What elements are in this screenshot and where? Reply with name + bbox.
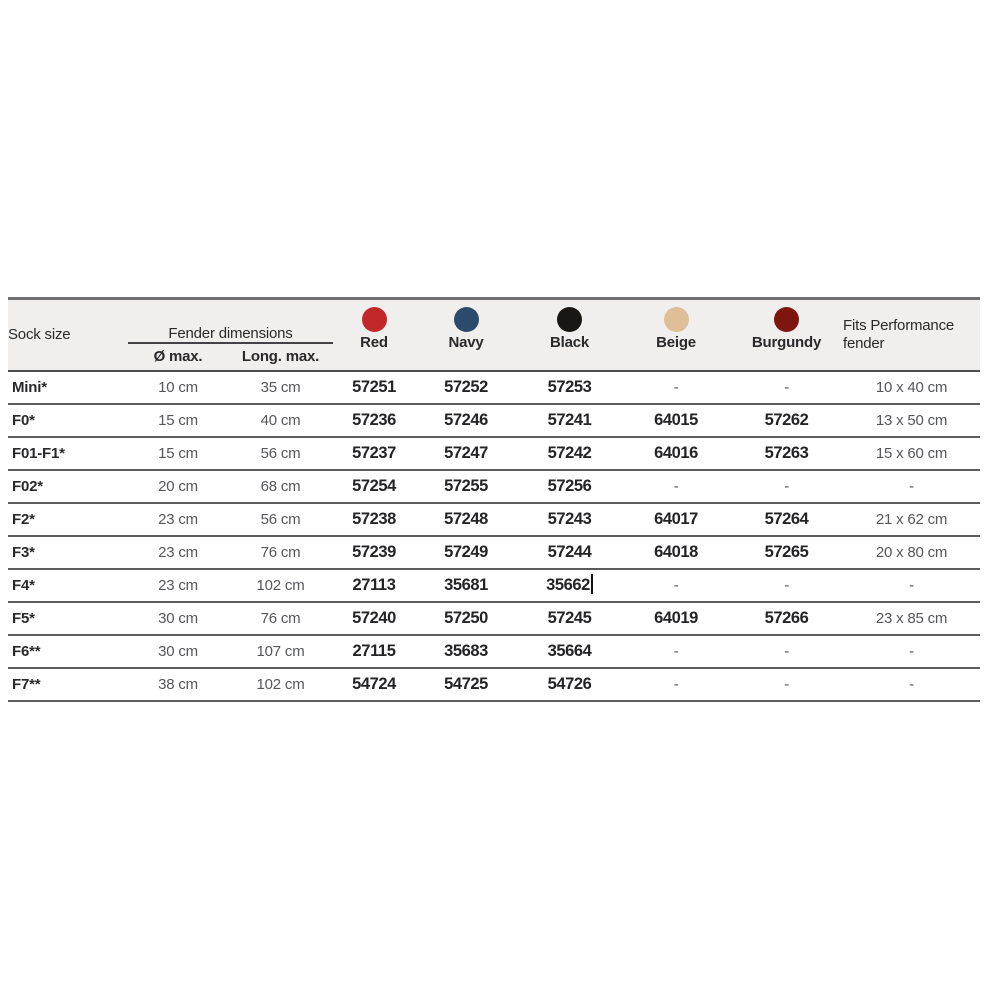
cell-fits: - (843, 470, 980, 503)
table-row (8, 503, 980, 536)
cell-burgundy: 57266 (730, 602, 843, 635)
cell-fits: 15 x 60 cm (843, 437, 980, 470)
color-label: Navy (448, 334, 484, 351)
navy-dot-icon (454, 307, 479, 332)
cell-long-max: 40 cm (228, 404, 333, 437)
cell-long-max: 35 cm (228, 371, 333, 404)
cell-beige: 64018 (622, 536, 730, 569)
cell-navy: 57247 (415, 437, 517, 470)
cell-diameter-max: 23 cm (128, 569, 228, 602)
cell-beige: - (622, 470, 730, 503)
cell-red: 54724 (333, 668, 415, 701)
cell-red: 57240 (333, 602, 415, 635)
cell-burgundy: 57264 (730, 503, 843, 536)
cell-long-max: 102 cm (228, 668, 333, 701)
table-row (8, 470, 980, 503)
beige-dot-icon (664, 307, 689, 332)
cell-navy: 57252 (415, 371, 517, 404)
cell-diameter-max: 10 cm (128, 371, 228, 404)
cell-fits: 13 x 50 cm (843, 404, 980, 437)
cell-sock-size: F01-F1* (8, 437, 128, 470)
cell-beige: 64017 (622, 503, 730, 536)
cell-navy: 35681 (415, 569, 517, 602)
cell-black: 57253 (517, 371, 622, 404)
cell-burgundy: 57263 (730, 437, 843, 470)
color-label: Black (550, 334, 590, 351)
cell-beige: - (622, 371, 730, 404)
color-stack (730, 300, 843, 352)
table-row (8, 371, 980, 404)
cell-navy: 57246 (415, 404, 517, 437)
cell-sock-size: F4* (8, 569, 128, 602)
header-diameter-max: Ø max. (128, 343, 228, 371)
cell-black: 35662 (517, 569, 622, 602)
header-fits-performance-fender: Fits Performance fender (843, 299, 980, 371)
cell-diameter-max: 23 cm (128, 536, 228, 569)
cell-navy: 35683 (415, 635, 517, 668)
cell-long-max: 102 cm (228, 569, 333, 602)
cell-black: 57241 (517, 404, 622, 437)
table-row (8, 635, 980, 668)
cell-burgundy: - (730, 668, 843, 701)
color-stack (415, 300, 517, 352)
cell-red: 27115 (333, 635, 415, 668)
color-stack (517, 300, 622, 352)
color-label: Red (360, 334, 388, 351)
cell-burgundy: 57262 (730, 404, 843, 437)
cell-beige: - (622, 569, 730, 602)
cell-black: 57243 (517, 503, 622, 536)
cell-burgundy: 57265 (730, 536, 843, 569)
cell-navy: 57250 (415, 602, 517, 635)
cell-fits: - (843, 569, 980, 602)
cell-long-max: 68 cm (228, 470, 333, 503)
cell-sock-size: Mini* (8, 371, 128, 404)
cell-beige: 64015 (622, 404, 730, 437)
cell-red: 27113 (333, 569, 415, 602)
cell-sock-size: F3* (8, 536, 128, 569)
cell-black: 54726 (517, 668, 622, 701)
cell-black: 35664 (517, 635, 622, 668)
cell-burgundy: - (730, 470, 843, 503)
cell-beige: - (622, 668, 730, 701)
table-row (8, 404, 980, 437)
table-row (8, 602, 980, 635)
table-row (8, 668, 980, 701)
header-color-red (333, 299, 415, 371)
cell-red: 57239 (333, 536, 415, 569)
cell-burgundy: - (730, 569, 843, 602)
cell-diameter-max: 15 cm (128, 437, 228, 470)
color-stack (333, 300, 415, 352)
table-header (8, 299, 980, 371)
cell-navy: 57255 (415, 470, 517, 503)
cell-navy: 57249 (415, 536, 517, 569)
cell-long-max: 76 cm (228, 602, 333, 635)
cell-red: 57237 (333, 437, 415, 470)
cell-navy: 54725 (415, 668, 517, 701)
cell-long-max: 56 cm (228, 503, 333, 536)
cell-red: 57251 (333, 371, 415, 404)
cell-fits: - (843, 668, 980, 701)
cell-burgundy: - (730, 371, 843, 404)
cell-long-max: 107 cm (228, 635, 333, 668)
cell-red: 57236 (333, 404, 415, 437)
cell-sock-size: F7** (8, 668, 128, 701)
cell-fits: 23 x 85 cm (843, 602, 980, 635)
cell-sock-size: F0* (8, 404, 128, 437)
cell-black: 57245 (517, 602, 622, 635)
header-color-burgundy (730, 299, 843, 371)
cell-sock-size: F2* (8, 503, 128, 536)
cell-diameter-max: 23 cm (128, 503, 228, 536)
text-cursor (591, 574, 593, 594)
cell-long-max: 76 cm (228, 536, 333, 569)
table-row (8, 437, 980, 470)
cell-diameter-max: 20 cm (128, 470, 228, 503)
header-color-navy (415, 299, 517, 371)
table-body (8, 371, 980, 701)
header-sock-size: Sock size (8, 299, 128, 371)
cell-black: 57256 (517, 470, 622, 503)
cell-fits: 10 x 40 cm (843, 371, 980, 404)
red-dot-icon (362, 307, 387, 332)
cell-black: 57244 (517, 536, 622, 569)
header-long-max: Long. max. (228, 343, 333, 371)
cell-fits: 20 x 80 cm (843, 536, 980, 569)
cell-beige: 64019 (622, 602, 730, 635)
black-dot-icon (557, 307, 582, 332)
cell-sock-size: F6** (8, 635, 128, 668)
cell-beige: - (622, 635, 730, 668)
burgundy-dot-icon (774, 307, 799, 332)
header-row-main (8, 299, 980, 343)
cell-beige: 64016 (622, 437, 730, 470)
color-label: Burgundy (751, 334, 822, 351)
table-row (8, 569, 980, 602)
cell-sock-size: F5* (8, 602, 128, 635)
cell-sock-size: F02* (8, 470, 128, 503)
cell-diameter-max: 15 cm (128, 404, 228, 437)
header-color-beige (622, 299, 730, 371)
cell-burgundy: - (730, 635, 843, 668)
cell-diameter-max: 30 cm (128, 635, 228, 668)
header-fender-dimensions: Fender dimensions (128, 299, 333, 343)
cell-navy: 57248 (415, 503, 517, 536)
cell-black: 57242 (517, 437, 622, 470)
cell-diameter-max: 30 cm (128, 602, 228, 635)
color-stack (622, 300, 730, 352)
fender-sock-size-table (8, 297, 980, 702)
cell-fits: - (843, 635, 980, 668)
color-label: Beige (656, 334, 696, 351)
cell-red: 57254 (333, 470, 415, 503)
cell-fits: 21 x 62 cm (843, 503, 980, 536)
table-row (8, 536, 980, 569)
cell-diameter-max: 38 cm (128, 668, 228, 701)
cell-red: 57238 (333, 503, 415, 536)
cell-long-max: 56 cm (228, 437, 333, 470)
header-color-black (517, 299, 622, 371)
